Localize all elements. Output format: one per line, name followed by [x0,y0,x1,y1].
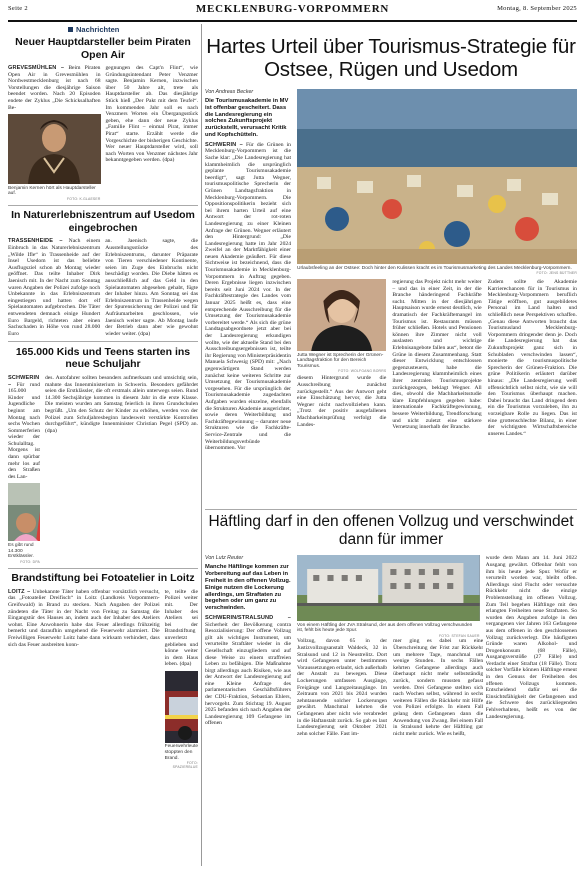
divider [8,568,198,569]
second-headline[interactable]: Häftling darf in den offenen Vollzug und verschwindet dann für immer [208,513,574,549]
main-area [205,25,577,868]
second-article [205,555,577,771]
dateline: GREVESMÜHLEN – [8,65,65,71]
photo-portrait[interactable] [297,279,386,351]
caption-fire: Feuerwehrleute stoppten den Brand. [164,744,198,761]
photo-prison[interactable] [297,555,480,621]
teaser-main: Die Tourismusakademie in MV ist offenbar gescheitert. Dass die Landesregierung ein solches Zukunftsprojekt zurückstellt, verursacht Kritik und Kopfschütteln. [205,98,289,138]
column-separator [201,24,202,866]
page-number: Seite 2 [8,5,28,12]
body-pirates-1: GREVESMÜHLEN – Beim Piraten Open Air in Grevesmühlen in Nordwestmecklenburg ist nach 68 Vorstellungen die diesjährige Saison beendet worden. Nach 20 Episoden endete der Zyklus „Die Schicksalhaften Be- [8,65,101,111]
headline-loitz[interactable]: Brandstiftung bei Fotoatelier in Loitz [11,572,195,585]
photo-beach[interactable] [297,89,577,264]
body-school-1: SCHWERIN – Für rund 165.000 Kinder und Jugendliche beginnt am Montag nach sechs Wochen Sommerferien wieder der Schulalltag. Morgens ist dann spürbar mehr los auf den Straßen des Lan- [8,374,40,480]
divider [8,205,198,206]
article-usedom [8,209,198,337]
main-article [205,89,577,505]
credit-portrait: FOTO: WOLFGANG BORRS [338,369,387,374]
photo-fire[interactable] [165,671,198,743]
caption-actor: Benjamin Kernen hört als Hauptdarsteller auf. [8,185,96,197]
news-column [8,25,198,868]
body-usedom-1: TRASSENHEIDE – Nach einem Einbruch in das Naturerlebniszentrum „Wilde Ifle“ in Trassenheide auf der Insel Usedom ist das beliebte Ausflugsziel schon ab Montag wieder geöffnet. Das teilte Inhaber Dirk Jaenisch mit. In der Nacht zum Sonntag waren Angaben der Polizei zufolge noch Unbekannte in das Erlebniszentrum eingestiegen und hatten dort elf Spielautomaten aufgebrochen. Die Täter entwendeten demnach einige Hundert Euro Bargeld, richteten aber einen Sachschaden in Höhe von rund 28.000 Euro [8,238,101,337]
body-second-4: wurde dem Mann am 14. Juni 2022 Ausgang gewährt. Offenbar fehlt von ihm bis heute jede Spur. Wofür er verurteilt worden war, bleibt offen. Allerdings sind Flucht oder versuchte Rückkehr nicht die einzige Problemstellung im offenen Vollzug. Zum Teil begehen Häftlinge mit den erlangten Freiheiten neue Straftaten. So wurden den Angaben zufolge in den vergangenen vier Jahren 163 Gefangene aus dem offenen in den geschlossenen Vollzug zurückverlegt. Die häufigsten Gründe waren Alkohol- und Drogenkonsum (68 Fälle), Ausgangsverstöße (27 Fälle) und Verdacht einer Straftat (18 Fälle). Trotz solcher Vorfälle können Häftlinge erneut in den Genuss der Freiheiten des offenen Vollzugs kommen. Entscheidend dafür sei die Einsichtsfähigkeit der Gefangenen und die Schwere des zurückliegenden Fehlverhaltens, heißt es von der Landesregierung. [485,555,577,720]
body-loitz-2: te, teilte die Polizei weiter mit. Der Inhaber des Ateliers sei bei der Brandstiftung unverletzt geblieben und könne weiter in dem Haus leben. (dpa) [164,588,198,668]
body-main-2: diesem Hintergrund wurde die Ausschreibung zunächst zurückgestellt.“ Aus der Antwort geht eine Einschätzung hervor, die Jutta Wegner nicht nachvollziehen kann. „Trotz der positiv ausgefallenen Machbarkeitsprüfung verfolgt die Landes- [297,375,387,428]
body-second-3: mer ging es dabei um eine Überschreitung der Frist zur Rückkehr um mehrere Tage, manchmal um wenige Stunden. In sechs Fällen kehrten Gefangene allerdings auch überhaupt nicht mehr selbstständig zurück, sondern mussten gefasst werden. Drei Gefangene stellten sich nach Wochen selbst, während in sechs weiteren Fällen die Rückkehr mit Hilfe von Polizei erfolgte. In einem Fall gelang dem Gefangenen dann die Anwendung von Zwang. Bei einem Fall in Stralsund kehrte der Häftling gar nicht mehr zurück. Wie es heißt, [393,638,484,737]
credit-fire: FOTO: SPAZIERBLUE [172,761,198,770]
credit-actor: FOTO: K.GLAESER [67,196,101,201]
body-loitz-1: LOITZ – Unbekannte Täter haben offenbar vorsätzlich versucht, das „Fotoatelier Dreifisch“ in Loitz (Landkreis Vorpommern-Greifswald) in Brand zu stecken. Nach Angaben der Polizei zündeten die Täter in der Nacht von Freitag zu Samstag die Eingangstür des Hauses an, indem auch der Inhaber des Ateliers wohnt. Eine Anwohnerin habe das Feuer allerdings frühzeitig bemerkt und daraufhin umgehend die Feuerwehr alarmiert. Die Freiwilligen Feuerwehr Loitz habe dann wirksam verhindert, dass sich das Feuer ausbreiten konn- [8,588,160,648]
byline-main: Von Andreas Becker [205,89,254,95]
photo-actor[interactable] [8,114,101,184]
headline-school[interactable]: 165.000 Kids und Teens starten ins neue Schuljahr [15,345,191,371]
issue-date: Montag, 8. September 2025 [497,5,577,12]
headline-pirates[interactable]: Neuer Hauptdarsteller beim Piraten Open Air [15,36,191,61]
body-main-3: regierung das Projekt nicht mehr weiter – und das in einer Zeit, in der die Branche händeringend Fachkräfte sucht. Mitten in der diesjährigen Hauptsaison wurde erneut deutlich, wie dramatisch der Fachkräftemangel im Tourismus ist. Restaurants müssen früher schließen. Hotels und Pensionen können ihre Zimmer nicht voll auslasten und wichtige Erlebnisangebote fallen aus“, betont die Grüne in diesem Zusammenhang. Statt dieser Entwicklung entschlossen gegenzusteuern, habe die Landesregierung klammheimlich eines ihrer zentralen Tourismusprojekte zurückgezogen, beklagt Wegner. All dies, obwohl die Machbarkeitsstudie klare Empfehlungen gegeben habe: internationale Fachkräftegewinnung, bessere Weiterbildung, Trendforschung und nicht zuletzt eine stärkere Vernetzung innerhalb der Branche. [392,279,482,431]
body-school-2: des. Autofahrer sollten besonders aufmerksam und umsichtig sein, mahnte das Innenministerium in Schwerin. Besonders gefährdet seien die Erstklässler, die oft erstmals allein unterwegs seien. Rund 14.300 Sechsjährige kommen in diesem Jahr in die erste Klasse. Die meisten wurden am Samstag feierlich in ihren Grundschulen begrüßt. „Um den Schutz der Kinder zu erhöhen, werden von der Polizei zum Schuljahresbeginn landesweit verstärkte Kontrollen durchgeführt“, kündigte Innenminister Christian Pegel (SPD) an. (dpa) [45,374,198,434]
credit-school: FOTO: DPA [20,559,40,564]
article-school [8,346,198,564]
body-second-2: Vollzug, davon 65 in der Justizvollzugsanstalt Waldeck, 32 in Stralsund und 12 in Neustrelitz. Dort wird Gefangenen unter bestimmten Voraussetzungen erlaubt, sich außerhalb der Anstalt zu bewegen. Diese Lockerungen umfassen Ausgänge, Freigänge und Langzeitausgänge. Im Zeitraum von 2021 bis 2024 wurden zehntausende solcher Lockerungen gewährt. Manchmal kehrten die Gefangenen aber nicht wie verabredet in die Haftanstalt zurück. So gab es laut Landesregierung seit Oktober 2021 zehn solcher Fälle. Fast im- [297,638,388,737]
section-tag-label: Nachrichten [76,25,120,34]
article-loitz [8,572,198,769]
square-icon [68,27,73,32]
caption-beach: Urlaubsfeeling an der Ostsee: Doch hinter den Kulissen kracht es im Tourismusmarketing des Landes Mecklenburg-Vorpommern. [297,265,572,271]
divider [8,341,198,342]
masthead [8,4,577,18]
caption-portrait: Jutta Wegner ist Sprecherin der Grünen-Landtagsfraktion für den Bereich Tourismus. [297,352,384,369]
body-pirates-2: gegnungen des Capt'n Flint“, wie Gründungsintendant Peter Venzmer sagte. Benjamin Kernen, inzwischen über 50 Jahre alt, trete als Hauptdarsteller ab. Das diesjährige Stück hieß „Der Pakt mit dem Teufel“. Im kommenden Jahr soll es nach Venzmers Worten ein Übergangsstück geben, ehe dann der neue Zyklus „Familie Flint – einmal Pirat, immer Pirat“ starte. Erzählt werde die Vorgeschichte der bisherigen Geschichte. Wer neuer Hauptdarsteller wird, soll nach Worten von Venzmer nächstes Jahr bekanntgegeben werden. (dpa) [105,65,198,164]
body-usedom-2: an. Jaenisch sagte, die Ausstellungsstücke des Erlebniszentrums, darunter Präparate von Tieren verschiedener Kontinente, seien im Zuge des Einbruchs nicht beschädigt worden. Die Diebe hätten es ausschließlich auf das Geld in den Spielautomaten abgesehen gehabt, fügte der Inhaber hinzu. Am Sonntag sei das Erlebniszentrum in Trassenheide wegen der Spurensicherung der Polizei und für Aufräumarbeiten geschlossen, wie Jaenisch weiter sagte. Ab Montag laufe der Betrieb dann aber wie gewohnt wieder weiter. (dpa) [105,238,198,337]
headline-usedom[interactable]: In Naturerlebniszentrum auf Usedom eingebrochen [11,209,195,234]
byline-second: Von Lutz Reuter [205,555,244,562]
credit-beach: FOTO: JENS BÜTTNER [536,271,577,276]
section-tag [68,25,198,34]
main-headline[interactable]: Hartes Urteil über Tourismus-Strategie für Ostsee, Rügen und Usedom [206,35,576,81]
caption-prison: Von einem Häftling der JVA Stralsund, der aus dem offenen Vollzug verschwunden ist, fehlt bis heute jede Spur. [297,622,473,634]
teaser-second: Manche Häftlinge kommen zur Vorbereitung auf das Leben in Freiheit in den offenen Vollzug. Einige nutzen die Lockerung allerdings, um Straftaten zu begehen oder um ganz zu verschwinden. [205,564,291,612]
photo-school[interactable] [8,483,40,541]
masthead-rule [8,20,577,22]
divider [205,509,577,510]
body-main-4: Zudem sollte die Akademie Karrierechancen für in Tourismus in Mecklenburg-Vorpommern beruflich Tätige eröffnen, gut ausgebildetes Personal im Land halten und schließlich neue Perspektiven schaffen. „Genau diese Antworten braucht das Tourismusland Mecklenburg-Vorpommern dringender denn je. Doch die Landesregierung hat das Zukunftsprojekt ganz sich in Schubladen verschwinden lassen“, monierte die tourismuspolitische Sprecherin der Grünen-Fraktion. Die grüne Politikerin erläutert darüber hinaus: „Die Landesregierung weiß offensichtlich selbst nicht, wie sie will den Tourismus überhaupt machen. Dabei braucht das Land dringend dem ein die Tourismus vorzuleben, ihn zu vorzeigbare Rolle zu liegen. Das ist eine grottenschlechte Bilanz, in einer der wichtigsten Wirtschaftsbereiche unseres Landes.“ [487,279,577,437]
section-title: MECKLENBURG-VORPOMMERN [195,3,390,15]
body-second-1: SCHWERIN/STRALSUND – Sicherheit der Bevölkerung contra Resozialisierung: Der offene Vollzug gilt als wichtiges Instrument, um verurteilte Straftäter wieder in die Gesellschaft einzugliedern und auf diese Weise zu einem straffreien Leben zu befähigen. Die Maßnahme birgt allerdings auch Risiken, wie aus der Antwort der Landesregierung auf eine Kleine Anfrage des parlamentarischen Geschäftsführers der CDU-Fraktion, Sebastian Ehlers, hervorgeht. Zum Stichtag 19. August 2025 befanden sich nach Angaben der Landesregierung 109 Gefangene im offenen [205,614,291,727]
body-main-1: SCHWERIN – Für die Grünen in Mecklenburg-Vorpommern ist die Sache klar: „Die Landesregierung hat klammheimlich die ursprünglich geplante Tourismusakademie beerdigt“, sagt Jutta Wegner, tourismuspolitische Sprecherin der Grünen Landtagsfraktion in Mecklenburg-Vorpommern. Die Oppositionspolitikerin bezieht sich bei ihrem harten Urteil auf eine Antwort der rot-roten Landesregierung zu einer Kleinen Anfrage der Grünen. Wegner erläutert den Hintergrund: „Die Landesregierung hatte im Jahr 2024 Zweifel an der Marktfähigkeit einer neuen Akademie geäußert. Für diese Sichtweise ist bezeichnend, dass die Tourismusakademie in Mecklenburg-Vorpommern in Auftrag gegeben. Deren Ergebnisse liegen inzwischen bereits seit Juni 2024 vor. In der Fachkräftestrategie des Landes vom Januar 2025 heißt es, dass eine entsprechende Ausschreibung für die Umsetzung der Tourismusakademie vorbereitet werde.“ Als sich die grüne Landtagsabgeordnete jetzt aber bei der Landesregierung erkundigen wollte, wie der aktuelle Stand bei den Ausschreibungsergebnissen ist, teilte ihr Regierung von Ministerpräsidentin Manuela Schwesig (SPD) mit: „Nach gegenwärtigem Stand werden zunächst keine weiteren Schritte zur Umsetzung der Tourismusakademie vorgesehen. Für die ursprünglich der Tourismusakademie zugedachten Aufgaben wurden einzelne, ebenfalls die Strukturen Akademie ausgerichtet, sowie deren Weiterbildung und Fachkräftegewinnung – darunter neue Strukturen wie die Fachkräfte-Service-Zentrale und die Weiterbildungsverbünde übernommen. Vor [205,141,291,452]
caption-school: Es gibt rund 14.300 Erstklässler. [8,542,34,560]
credit-prison: FOTO: STEFAN SAUER [439,634,480,639]
article-pirates [8,36,198,201]
